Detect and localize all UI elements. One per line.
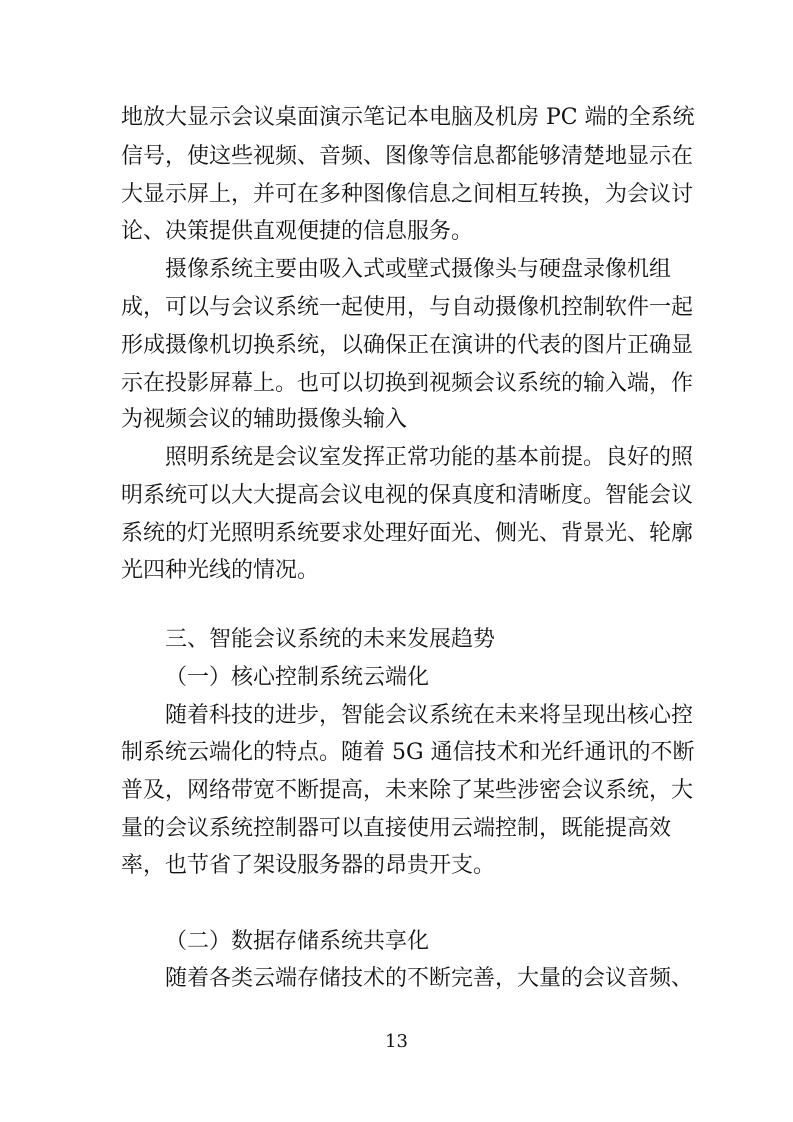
paragraph-line: 系统的灯光照明系统要求处理好面光、侧光、背景光、轮廓 [121,521,694,546]
subsection-heading: （二）数据存储系统共享化 [165,929,430,954]
paragraph-line: 随着各类云端存储技术的不断完善，大量的会议音频、 [165,966,694,991]
paragraph-line: 大显示屏上，并可在多种图像信息之间相互转换，为会议讨 [121,182,694,207]
paragraph-line: 率，也节省了架设服务器的昂贵开支。 [121,853,496,878]
section-heading: 三、智能会议系统的未来发展趋势 [165,627,496,652]
paragraph-line: 照明系统是会议室发挥正常功能的基本前提。良好的照 [165,445,694,470]
paragraph-line: 普及，网络带宽不断提高，未来除了某些涉密会议系统，大 [121,778,694,803]
paragraph-line: 示在投影屏幕上。也可以切换到视频会议系统的输入端，作 [121,371,694,396]
paragraph-line: 制系统云端化的特点。随着 5G 通信技术和光纤通讯的不断 [121,740,695,765]
subsection-heading: （一）核心控制系统云端化 [165,665,430,690]
paragraph-line: 地放大显示会议桌面演示笔记本电脑及机房 PC 端的全系统 [121,105,695,130]
paragraph-line: 摄像系统主要由吸入式或壁式摄像头与硬盘录像机组 [165,257,672,282]
paragraph-line: 随着科技的进步，智能会议系统在未来将呈现出核心控 [165,703,694,728]
paragraph-line: 量的会议系统控制器可以直接使用云端控制，既能提高效 [121,816,672,841]
paragraph-line: 形成摄像机切换系统，以确保正在演讲的代表的图片正确显 [121,333,694,358]
paragraph-line: 光四种光线的情况。 [121,558,320,583]
paragraph-line: 信号，使这些视频、音频、图像等信息都能够清楚地显示在 [121,144,694,169]
paragraph-line: 明系统可以大大提高会议电视的保真度和清晰度。智能会议 [121,483,694,508]
paragraph-line: 为视频会议的辅助摄像头输入 [121,407,408,432]
paragraph-line: 论、决策提供直观便捷的信息服务。 [121,219,474,244]
page-number: 13 [385,1031,408,1052]
paragraph-line: 成，可以与会议系统一起使用，与自动摄像机控制软件一起 [121,295,694,320]
